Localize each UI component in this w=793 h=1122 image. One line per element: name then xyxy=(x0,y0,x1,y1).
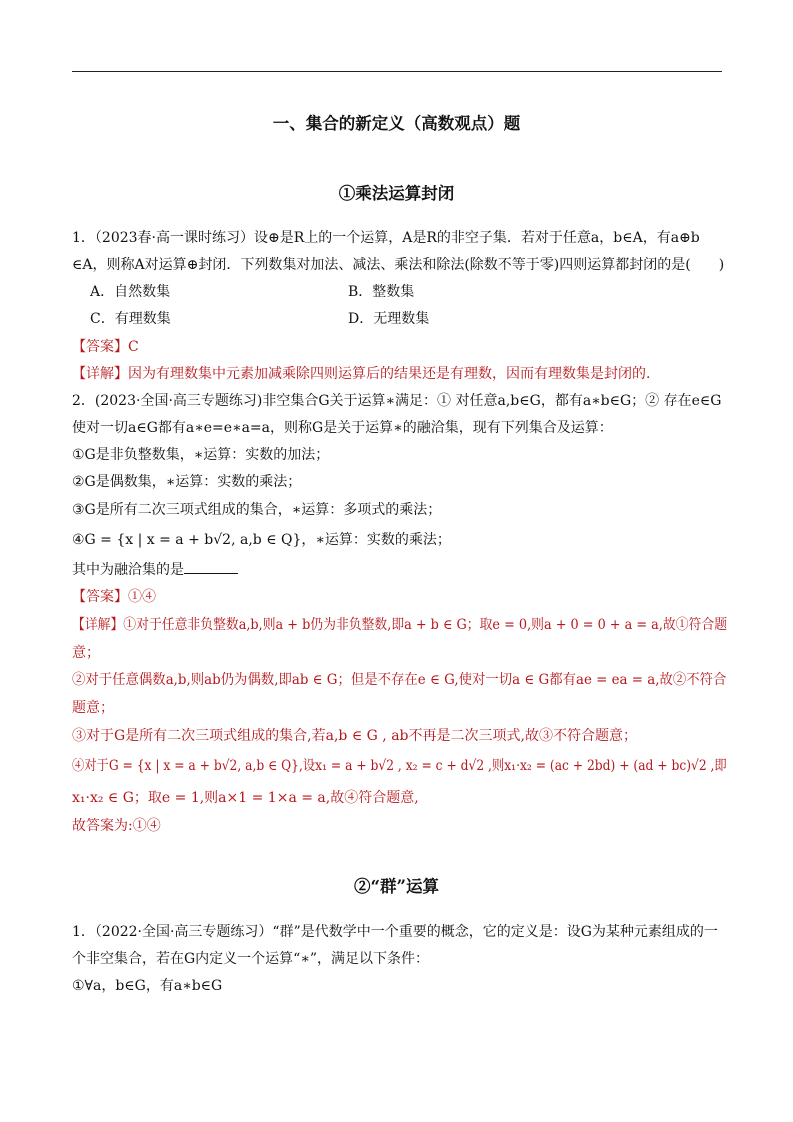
q2-ask xyxy=(72,559,238,580)
q1-detail: 【详解】因为有理数集中元素加减乘除四则运算后的结果还是有理数，因而有理数集是封闭的. xyxy=(72,366,651,382)
q2-text-line2: 使对一切a∈G都有a∗e=e∗a=a，则称G是关于运算∗的融洽集，现有下列集合及运算： xyxy=(72,420,613,436)
q2-item-4: ④G = {x | x = a + b√2, a,b ∈ Q}，∗运算：实数的乘法； xyxy=(72,532,451,548)
q2-item-1: ①G是非负整数集，∗运算：实数的加法； xyxy=(72,447,330,463)
q1-answer: 【答案】C xyxy=(72,339,139,355)
q2-detail-line2: 意； xyxy=(72,645,100,661)
header-rule xyxy=(72,71,722,72)
q2-detail-line3: ②对于任意偶数a,b,则ab仍为偶数,即ab ∈ G；但是不存在e ∈ G,使对一切a ∈ G都有ae = ea = a,故②不符合 xyxy=(72,672,727,688)
q2-detail-line1: 【详解】①对于任意非负整数a,b,则a + b仍为非负整数,即a + b ∈ G；取e = 0,则a + 0 = 0 + a = a,故①符合题 xyxy=(72,617,728,633)
q2-detail-line7: x₁·x₂ ∈ G；取e = 1,则a×1 = 1×a = a,故④符合题意, xyxy=(72,790,419,806)
q1-option-d: D．无理数集 xyxy=(348,311,430,327)
q2-answer: 【答案】①④ xyxy=(72,589,156,605)
q2-detail-line8: 故答案为:①④ xyxy=(72,818,161,834)
q1-text-line1: 1．（2023春·高一课时练习）设⊕是R上的一个运算，A是R的非空子集．若对于任意a，b∈A，有a⊕b xyxy=(72,230,700,246)
q1-text-line2: ∈A，则称A对运算⊕封闭．下列数集对加法、减法、乘法和除法(除数不等于零)四则运算都封闭的是( ) xyxy=(72,257,725,273)
q2-ask-text: 其中为融洽集的是 xyxy=(72,562,184,578)
q1-option-c: C．有理数集 xyxy=(90,311,171,327)
q2-detail-line4: 题意； xyxy=(72,700,114,716)
q2-text-line1: 2．(2023·全国·高三专题练习)非空集合G关于运算∗满足：① 对任意a,b∈G，都有a∗b∈G；② 存在e∈G xyxy=(72,393,722,409)
q2-detail-line6: ④对于G = {x | x = a + b√2, a,b ∈ Q},设x₁ = a + b√2 , x₂ = c + d√2 ,则x₁·x₂ = (ac + 2bd) + (ad + bc)√2 ,即 xyxy=(72,758,727,774)
s2-q1-text-line2: 个非空集合，若在G内定义一个运算“∗”，满足以下条件： xyxy=(72,951,430,967)
q1-option-a: A．自然数集 xyxy=(90,284,171,300)
section-heading-2: ②“群”运算 xyxy=(354,877,439,896)
q2-detail-line5: ③对于G是所有二次三项式组成的集合,若a,b ∈ G , ab不再是二次三项式,故③不符合题意； xyxy=(72,728,637,744)
s2-q1-text-line1: 1．（2022·全国·高三专题练习）“群”是代数学中一个重要的概念，它的定义是：设G为某种元素组成的一 xyxy=(72,924,718,940)
s2-q1-text-line3: ①∀a，b∈G，有a∗b∈G xyxy=(72,978,223,994)
q2-item-3: ③G是所有二次三项式组成的集合，∗运算：多项式的乘法； xyxy=(72,502,442,518)
answer-blank xyxy=(184,559,238,574)
q1-option-b: B．整数集 xyxy=(348,284,415,300)
section-heading-1: ①乘法运算封闭 xyxy=(338,184,455,203)
q2-item-2: ②G是偶数集，∗运算：实数的乘法； xyxy=(72,474,302,490)
page-title: 一、集合的新定义（高数观点）题 xyxy=(272,114,521,133)
